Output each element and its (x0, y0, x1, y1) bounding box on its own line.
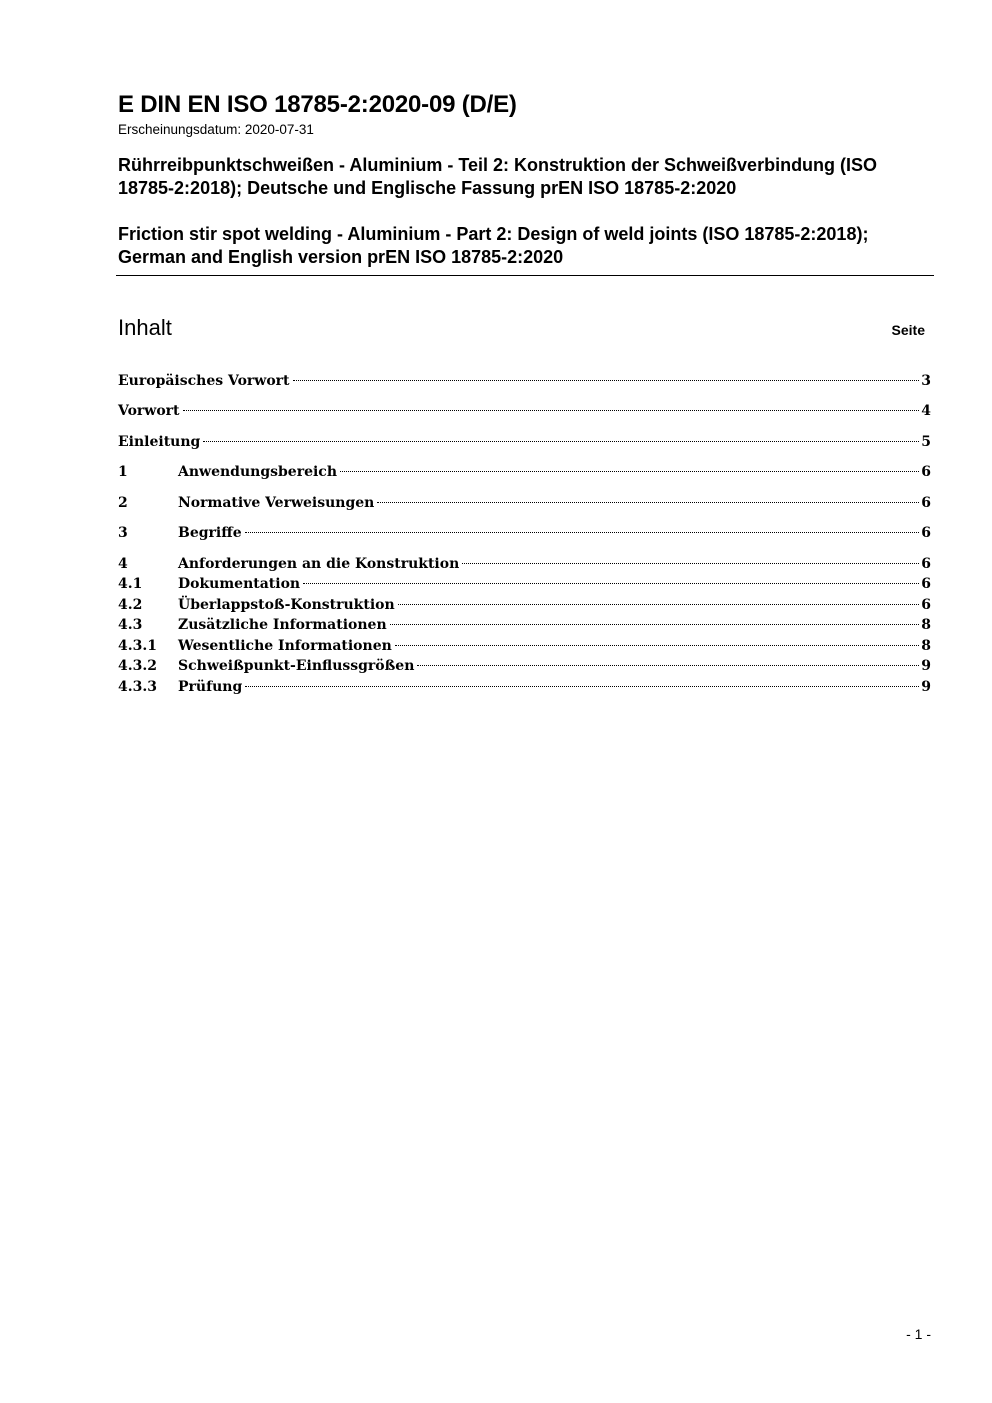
toc-entry-number: 4.2 (118, 597, 143, 613)
document-id: E DIN EN ISO 18785-2:2020-09 (D/E) (118, 91, 517, 118)
toc-entry-number: 3 (118, 525, 128, 541)
toc-leader-dots (303, 583, 919, 584)
header-divider (116, 275, 934, 276)
toc-leader-dots (462, 563, 919, 564)
toc-entry-number: 4.3.2 (118, 658, 157, 674)
toc-entry-title: Anwendungsbereich (178, 464, 337, 480)
toc-entry-page: 4 (921, 403, 931, 419)
toc-entry-title: Vorwort (118, 403, 180, 419)
toc-entry-title: Begriffe (178, 525, 242, 541)
toc-entry[interactable] (118, 677, 931, 697)
toc-leader-dots (417, 665, 919, 666)
toc-entry-page: 8 (921, 617, 931, 633)
toc-leader-dots (245, 686, 919, 687)
toc-heading: Inhalt (118, 315, 172, 340)
toc-entry[interactable] (118, 615, 931, 635)
toc-entry[interactable] (118, 656, 931, 676)
toc-entry[interactable] (118, 401, 931, 421)
toc-entry-page: 3 (921, 373, 931, 389)
toc-entry[interactable] (118, 523, 931, 543)
document-header (118, 90, 934, 269)
toc-entry-page: 6 (921, 495, 931, 511)
release-date: Erscheinungsdatum: 2020-07-31 (118, 122, 314, 137)
toc-entry-page: 5 (921, 434, 931, 450)
toc-entry-number: 4.3.1 (118, 638, 157, 654)
toc-entry-page: 6 (921, 597, 931, 613)
page-number: - 1 - (906, 1326, 931, 1342)
toc-entry-title: Einleitung (118, 434, 201, 450)
toc-entry-page: 6 (921, 576, 931, 592)
toc-leader-dots (183, 410, 920, 411)
toc-entry-title: Schweißpunkt-Einflussgrößen (178, 658, 415, 674)
toc-leader-dots (377, 502, 919, 503)
toc-entry-title: Normative Verweisungen (178, 495, 375, 511)
toc-leader-dots (395, 645, 919, 646)
toc-page-label: Seite (891, 322, 925, 338)
toc-entry-title: Überlappstoß-Konstruktion (178, 597, 395, 613)
toc-entry-title: Dokumentation (178, 576, 301, 592)
title-german: Rührreibpunktschweißen - Aluminium - Teil 2: Konstruktion der Schweißverbindung (ISO 18785-2:2018); Deutsche und Englische Fassung prEN ISO 18785-2:2020 (118, 155, 878, 198)
toc-entry[interactable] (118, 636, 931, 656)
title-english: Friction stir spot welding - Aluminium - Part 2: Design of weld joints (ISO 18785-2:2018); German and English version prEN ISO 18785-2:2020 (118, 224, 869, 267)
toc-entry-title: Zusätzliche Informationen (178, 617, 387, 633)
toc-entry-number: 4 (118, 556, 128, 572)
toc-entry-page: 8 (921, 638, 931, 654)
toc-entry[interactable] (118, 371, 931, 391)
toc-entry[interactable] (118, 574, 931, 594)
toc-entry[interactable] (118, 493, 931, 513)
toc-entry-title: Wesentliche Informationen (178, 638, 392, 654)
toc-entry-page: 6 (921, 464, 931, 480)
toc-entry[interactable] (118, 432, 931, 452)
toc-entry[interactable] (118, 554, 931, 574)
toc-entry[interactable] (118, 595, 931, 615)
toc-leader-dots (390, 624, 920, 625)
toc-entry-page: 9 (921, 679, 931, 695)
toc-entry[interactable] (118, 462, 931, 482)
toc-entry-title: Anforderungen an die Konstruktion (178, 556, 460, 572)
toc-leader-dots (245, 532, 920, 533)
toc-leader-dots (293, 380, 920, 381)
toc-leader-dots (340, 471, 919, 472)
toc-leader-dots (398, 604, 920, 605)
toc-entry-page: 9 (921, 658, 931, 674)
toc-entry-title: Europäisches Vorwort (118, 373, 290, 389)
toc-entry-title: Prüfung (178, 679, 243, 695)
toc-leader-dots (203, 441, 919, 442)
toc-entry-number: 1 (118, 464, 128, 480)
toc-entry-number: 2 (118, 495, 128, 511)
toc-entry-page: 6 (921, 556, 931, 572)
toc-entry-number: 4.3 (118, 617, 143, 633)
toc-entry-number: 4.3.3 (118, 679, 157, 695)
toc-entry-page: 6 (921, 525, 931, 541)
toc-entry-number: 4.1 (118, 576, 143, 592)
